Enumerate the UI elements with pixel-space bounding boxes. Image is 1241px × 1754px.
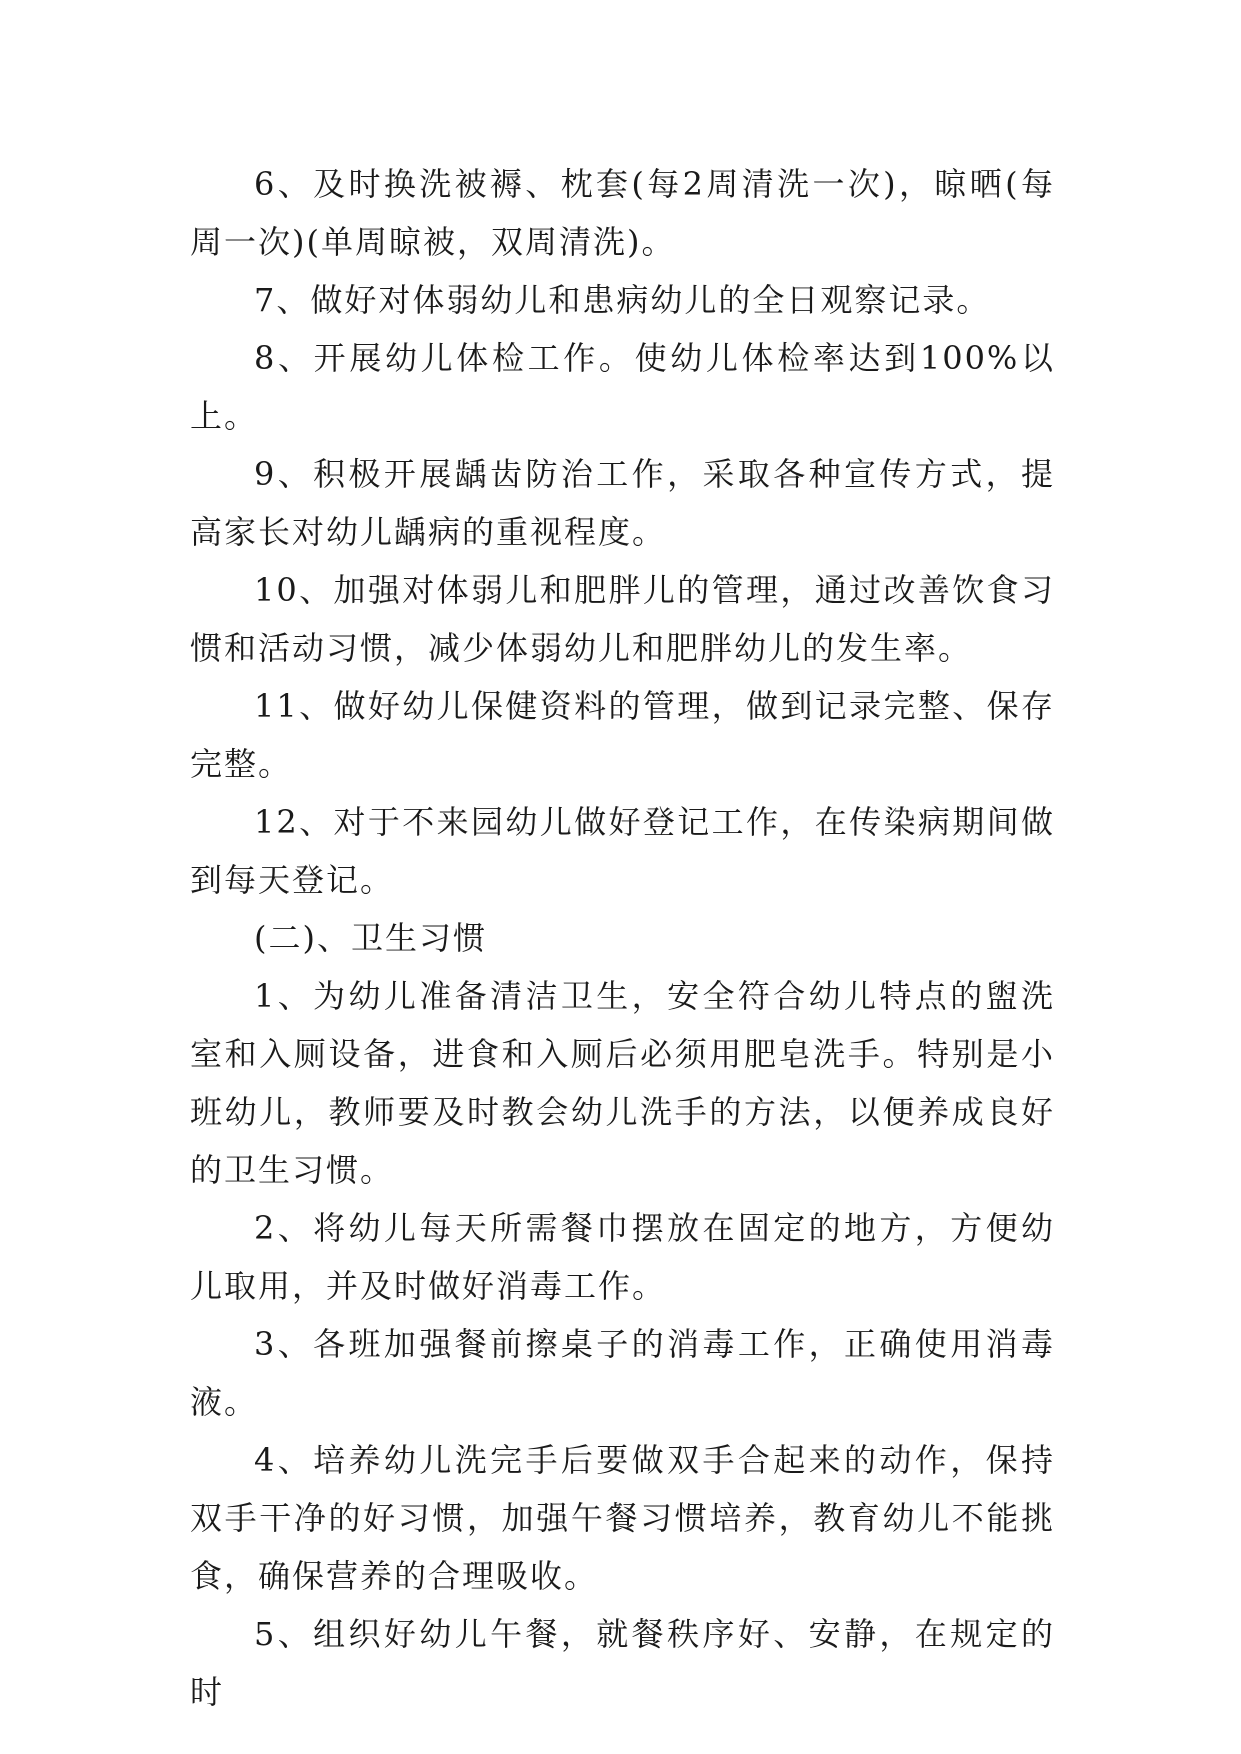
paragraph-hygiene-2: 2、将幼儿每天所需餐巾摆放在固定的地方，方便幼儿取用，并及时做好消毒工作。 [190, 1209, 1055, 1305]
paragraph-item-6: 6、及时换洗被褥、枕套(每2周清洗一次)，晾晒(每周一次)(单周晾被，双周清洗)。 [190, 165, 1055, 261]
paragraph-item-12: 12、对于不来园幼儿做好登记工作，在传染病期间做到每天登记。 [190, 803, 1055, 899]
paragraph-item-11: 11、做好幼儿保健资料的管理，做到记录完整、保存完整。 [190, 687, 1055, 783]
paragraph-hygiene-5: 5、组织好幼儿午餐，就餐秩序好、安静，在规定的时 [190, 1615, 1055, 1711]
document-body [190, 155, 1055, 1721]
paragraph-item-7: 7、做好对体弱幼儿和患病幼儿的全日观察记录。 [254, 281, 991, 319]
paragraph-hygiene-4: 4、培养幼儿洗完手后要做双手合起来的动作，保持双手干净的好习惯，加强午餐习惯培养，教育幼儿不能挑食，确保营养的合理吸收。 [190, 1441, 1055, 1595]
paragraph-item-8: 8、开展幼儿体检工作。使幼儿体检率达到100%以上。 [190, 339, 1055, 435]
paragraph-hygiene-3: 3、各班加强餐前擦桌子的消毒工作，正确使用消毒液。 [190, 1325, 1055, 1421]
paragraph-hygiene-1: 1、为幼儿准备清洁卫生，安全符合幼儿特点的盥洗室和入厕设备，进食和入厕后必须用肥皂洗手。特别是小班幼儿，教师要及时教会幼儿洗手的方法，以便养成良好的卫生习惯。 [190, 977, 1055, 1189]
paragraph-item-9: 9、积极开展龋齿防治工作，采取各种宣传方式，提高家长对幼儿龋病的重视程度。 [190, 455, 1055, 551]
paragraph-item-10: 10、加强对体弱儿和肥胖儿的管理，通过改善饮食习惯和活动习惯，减少体弱幼儿和肥胖幼儿的发生率。 [190, 571, 1055, 667]
section-heading-hygiene: (二)、卫生习惯 [254, 919, 487, 957]
